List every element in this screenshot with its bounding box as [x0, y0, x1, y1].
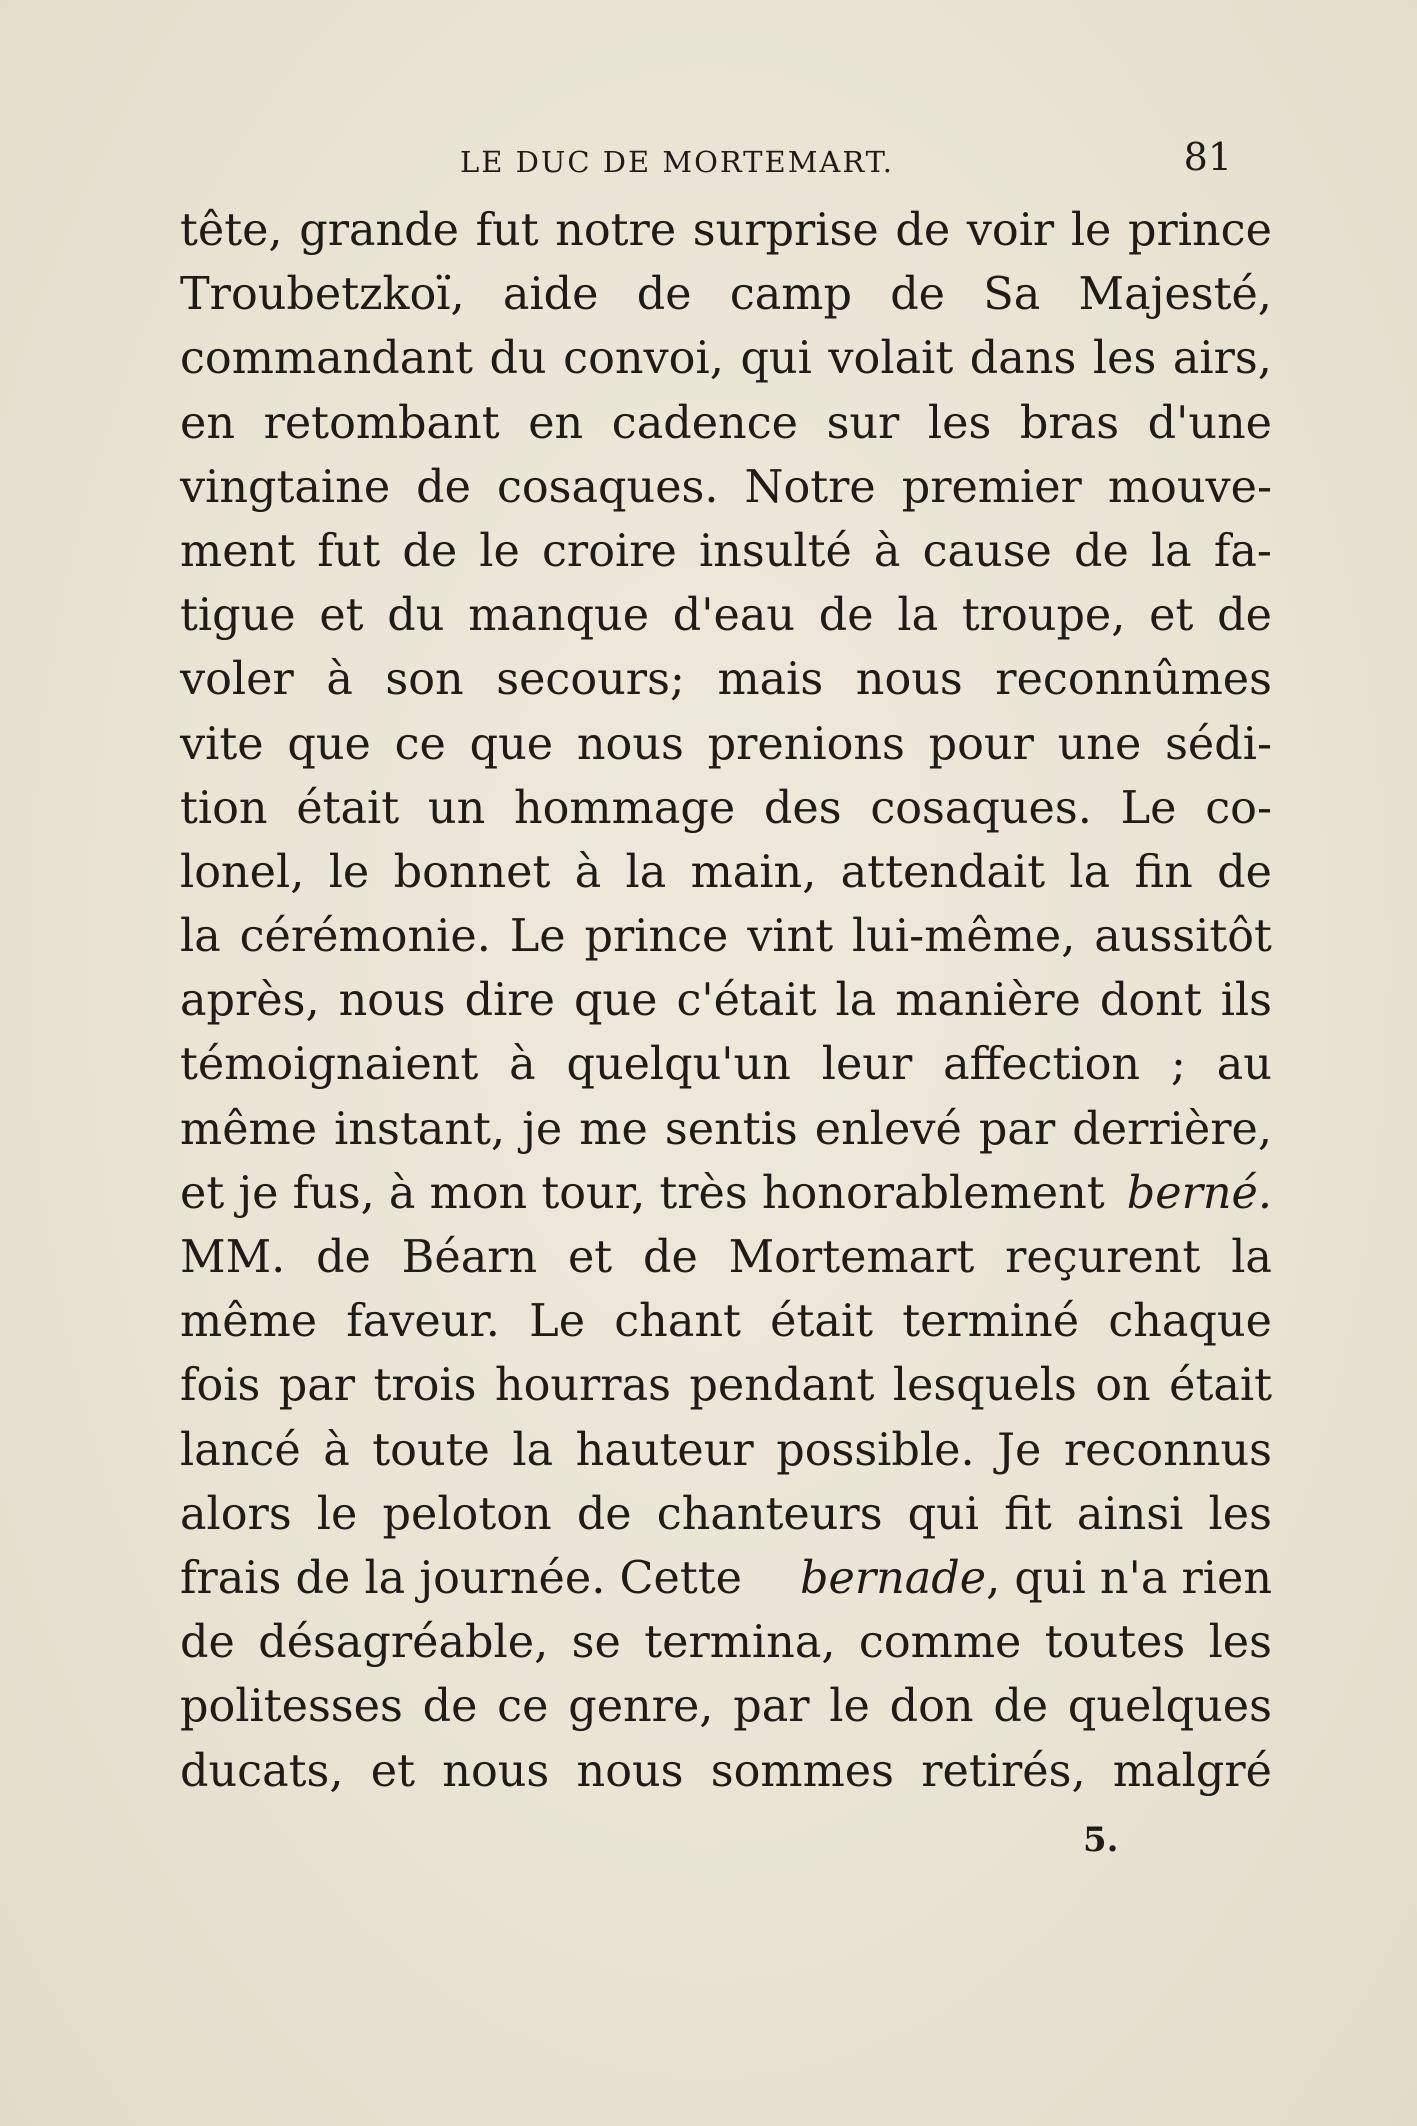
word: prince	[1128, 205, 1272, 256]
word: de	[402, 525, 458, 577]
word: MM.	[180, 1232, 286, 1283]
word: manière	[895, 975, 1081, 1027]
word: par	[733, 1681, 810, 1733]
word: genre,	[568, 1681, 714, 1733]
word: de	[1074, 525, 1129, 577]
word: de	[895, 205, 951, 256]
word: fit	[1004, 1488, 1052, 1540]
word: à	[574, 846, 602, 898]
word: le	[328, 846, 370, 898]
word: chaque	[1108, 1296, 1272, 1348]
word: était	[770, 1296, 873, 1348]
word: aussitôt	[1094, 911, 1272, 963]
text-line	[180, 905, 1272, 969]
word: bras	[1019, 397, 1120, 449]
word: alors	[180, 1488, 292, 1540]
word: la	[512, 1424, 554, 1476]
text-line	[180, 1354, 1272, 1418]
word: tion	[180, 782, 268, 834]
word: lonel,	[180, 846, 305, 898]
word: reconnûmes	[995, 654, 1272, 706]
word: faveur.	[346, 1296, 500, 1348]
word: premier	[901, 461, 1082, 513]
word: par	[278, 1360, 356, 1412]
word: reçurent	[1005, 1232, 1201, 1283]
word: trois	[373, 1360, 477, 1412]
word: nous	[338, 975, 446, 1027]
word: la	[835, 975, 877, 1027]
word: prenions	[707, 718, 905, 770]
text-line	[180, 648, 1272, 712]
text-segment: et je fus, à mon tour, très honorablement	[180, 1167, 1105, 1219]
text-line	[180, 1740, 1272, 1804]
word: lui-même,	[852, 911, 1076, 963]
word: leur	[821, 1039, 913, 1091]
word: on	[1095, 1360, 1151, 1412]
word: quelques	[1067, 1681, 1272, 1733]
word: le	[1070, 205, 1112, 256]
word: voir	[966, 205, 1055, 256]
word: main,	[690, 846, 817, 898]
word: fa-	[1213, 525, 1272, 577]
word: à	[323, 1424, 350, 1476]
word: cosaques.	[496, 461, 719, 513]
word: lancé	[180, 1424, 301, 1476]
text-line	[180, 584, 1272, 648]
page-number: 81	[1183, 135, 1232, 179]
word: Béarn	[401, 1232, 538, 1283]
word: attendait	[840, 846, 1046, 898]
word: la	[1069, 846, 1111, 898]
word: Le	[529, 1296, 586, 1348]
word: troupe,	[961, 590, 1126, 642]
word: hommage	[513, 782, 736, 834]
word: pour	[928, 718, 1034, 770]
word: la	[1231, 1232, 1272, 1283]
word: lesquels	[892, 1360, 1077, 1412]
word: Le	[1120, 782, 1177, 834]
word: le	[479, 525, 520, 577]
word: une	[1057, 718, 1142, 770]
word: tête,	[180, 205, 283, 256]
word: bonnet	[393, 846, 551, 898]
word: cadence	[611, 397, 798, 449]
text-line	[180, 1675, 1272, 1739]
word: et	[567, 1232, 613, 1283]
word: en	[528, 397, 584, 449]
word: chant	[614, 1296, 741, 1348]
word: les	[927, 397, 992, 449]
word: possible.	[776, 1424, 975, 1476]
word: au	[1216, 1039, 1272, 1091]
text-line	[180, 713, 1272, 777]
word: co-	[1205, 782, 1272, 834]
word: instant,	[334, 1103, 505, 1155]
word: de	[416, 461, 471, 513]
word: sur	[826, 397, 900, 449]
word: et	[1149, 590, 1194, 642]
text-line	[180, 1162, 1272, 1226]
running-head	[180, 135, 1232, 185]
text-line	[180, 1547, 1272, 1611]
word: mais	[717, 654, 824, 706]
word: les	[1208, 1488, 1272, 1540]
word: commandant	[180, 333, 473, 385]
word: en	[180, 397, 235, 449]
word: la	[1150, 525, 1192, 577]
word: était	[296, 782, 400, 834]
word: derrière,	[1072, 1103, 1272, 1155]
text-line	[180, 263, 1272, 327]
word: fut	[475, 205, 539, 256]
word: voler	[180, 654, 294, 706]
word: Mortemart	[728, 1232, 975, 1283]
word: de	[642, 1232, 698, 1283]
word: après,	[180, 975, 320, 1027]
word: de	[180, 1617, 235, 1669]
word: dont	[1099, 975, 1202, 1027]
text-line	[180, 199, 1272, 263]
word: Notre	[744, 461, 876, 513]
word: de	[993, 1681, 1049, 1733]
word: sentis	[664, 1103, 798, 1155]
word: ducats,	[180, 1745, 344, 1797]
word: cérémonie.	[239, 911, 491, 963]
word: vingtaine	[180, 461, 391, 513]
word: les	[1092, 333, 1157, 385]
word: nous	[442, 1745, 550, 1797]
text-line	[180, 1419, 1272, 1483]
word: toute	[372, 1424, 490, 1476]
running-title: LE DUC DE MORTEMART.	[460, 145, 894, 179]
word: don	[889, 1681, 974, 1733]
text-line	[180, 1611, 1272, 1675]
word: à	[509, 1039, 536, 1091]
word: désagréable,	[258, 1617, 549, 1669]
word: camp	[729, 269, 852, 321]
word: qui	[740, 333, 812, 385]
text-segment: , qui n'a rien	[986, 1552, 1272, 1604]
word: reconnus	[1063, 1424, 1272, 1476]
word: fin	[1134, 846, 1193, 898]
text-line	[180, 520, 1272, 584]
text-line	[180, 1098, 1272, 1162]
text-line	[180, 969, 1272, 1033]
italic-word: bernade	[800, 1552, 987, 1604]
text-line	[180, 456, 1272, 520]
word: était	[1169, 1360, 1272, 1412]
word: et	[370, 1745, 415, 1797]
word: malgré	[1112, 1745, 1272, 1797]
word: à	[873, 525, 901, 577]
text-line	[180, 777, 1272, 841]
word: le	[829, 1681, 870, 1733]
word: convoi,	[563, 333, 724, 385]
word: que	[469, 718, 554, 770]
word: de	[576, 1488, 632, 1540]
word: nous	[855, 654, 963, 706]
word: Troubetzkoï,	[180, 269, 465, 321]
word: politesses	[180, 1681, 403, 1733]
text-line	[180, 1483, 1272, 1547]
word: se	[571, 1617, 621, 1669]
word: qui	[907, 1488, 980, 1540]
word: dans	[969, 333, 1077, 385]
text-line	[180, 327, 1272, 391]
word: même	[180, 1296, 318, 1348]
word: du	[489, 333, 547, 385]
word: termina,	[644, 1617, 836, 1669]
word: cause	[922, 525, 1052, 577]
word: sommes	[710, 1745, 894, 1797]
word: comme	[858, 1617, 1022, 1669]
word: cosaques.	[870, 782, 1092, 834]
word: de	[316, 1232, 371, 1283]
word: Je	[997, 1424, 1042, 1476]
word: de	[818, 590, 874, 642]
word: croire	[542, 525, 677, 577]
word: nous	[576, 718, 684, 770]
word: manque	[468, 590, 650, 642]
word: le	[316, 1488, 358, 1540]
word: ment	[180, 525, 296, 577]
word: hauteur	[575, 1424, 754, 1476]
word: c'était	[676, 975, 817, 1027]
word: de	[1217, 846, 1272, 898]
word: surprise	[692, 205, 879, 256]
word: d'une	[1147, 397, 1272, 449]
word: de	[636, 269, 692, 321]
body-text	[180, 199, 1272, 1804]
word: retombant	[263, 397, 500, 449]
word: hourras	[494, 1360, 671, 1412]
word: me	[579, 1103, 648, 1155]
word: témoignaient	[180, 1039, 479, 1091]
word: je	[522, 1103, 563, 1155]
word: que	[287, 718, 371, 770]
word: de	[890, 269, 946, 321]
word: volait	[828, 333, 954, 385]
word: que	[573, 975, 658, 1027]
word: à	[326, 654, 353, 706]
word: de	[1217, 590, 1272, 642]
word: mouve-	[1107, 461, 1272, 513]
word: grande	[299, 205, 459, 256]
word: ainsi	[1076, 1488, 1184, 1540]
text-line	[180, 841, 1272, 905]
word: Le	[509, 911, 566, 963]
word: fois	[180, 1360, 261, 1412]
word: enlevé	[814, 1103, 962, 1155]
word: par	[978, 1103, 1056, 1155]
word: ce	[394, 718, 446, 770]
word: terminé	[902, 1296, 1080, 1348]
word: prince	[584, 911, 729, 963]
word: des	[763, 782, 842, 834]
word: la	[180, 911, 221, 963]
word: secours;	[496, 654, 685, 706]
word: insulté	[698, 525, 852, 577]
text-segment-italic	[800, 1547, 1272, 1611]
word: aide	[502, 269, 599, 321]
word: ;	[1170, 1039, 1186, 1091]
word: d'eau	[672, 590, 796, 642]
text-line	[180, 1033, 1272, 1097]
word: affection	[943, 1039, 1141, 1091]
word: Majesté,	[1078, 269, 1272, 321]
word: chanteurs	[656, 1488, 883, 1540]
word: la	[625, 846, 667, 898]
word: son	[385, 654, 464, 706]
word: vint	[747, 911, 834, 963]
text-line	[180, 1226, 1272, 1290]
word: Sa	[983, 269, 1041, 321]
word: toutes	[1044, 1617, 1186, 1669]
word: notre	[555, 205, 677, 256]
word: de	[422, 1681, 478, 1733]
word: pendant	[689, 1360, 875, 1412]
word: sédi-	[1165, 718, 1272, 770]
word: la	[897, 590, 939, 642]
word: vite	[180, 718, 264, 770]
word: et	[319, 590, 364, 642]
word: même	[180, 1103, 318, 1155]
word: ils	[1220, 975, 1272, 1027]
word: ce	[497, 1681, 549, 1733]
signature-mark: 5.	[1083, 1820, 1119, 1860]
word: peloton	[382, 1488, 552, 1540]
word: retirés,	[921, 1745, 1086, 1797]
word: airs,	[1172, 333, 1272, 385]
word: quelqu'un	[566, 1039, 791, 1091]
word: fut	[317, 525, 381, 577]
italic-word: berné.	[1126, 1167, 1272, 1219]
word: dire	[464, 975, 555, 1027]
word: du	[387, 590, 445, 642]
text-segment: frais de la journée. Cette	[180, 1552, 742, 1604]
text-line	[180, 392, 1272, 456]
text-line	[180, 1290, 1272, 1354]
word: les	[1208, 1617, 1272, 1669]
word: un	[427, 782, 486, 834]
word: nous	[576, 1745, 684, 1797]
word: tigue	[180, 590, 296, 642]
